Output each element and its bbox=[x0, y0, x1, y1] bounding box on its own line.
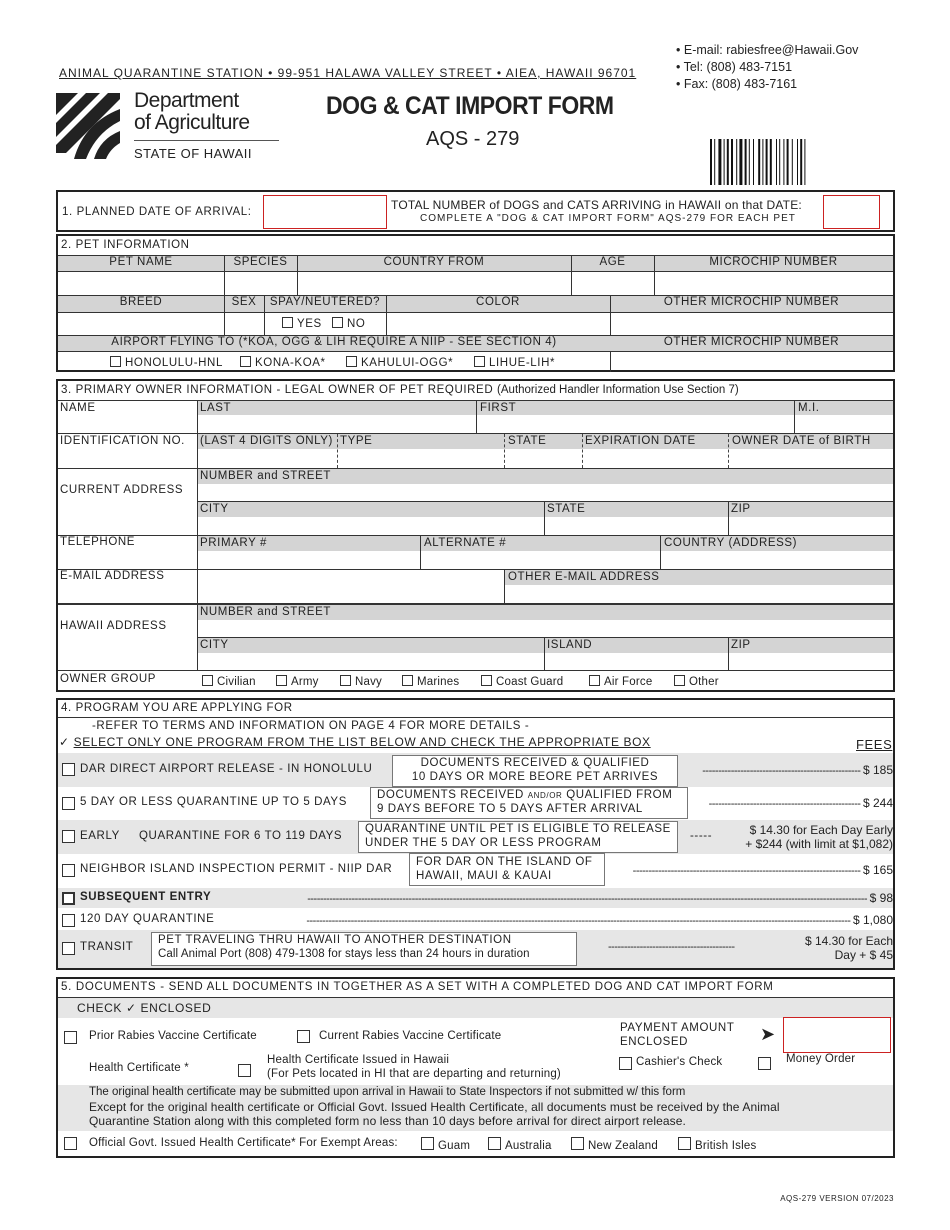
arrow-right-icon: ➤ bbox=[760, 1024, 776, 1044]
early-box-line1: QUARANTINE UNTIL PET IS ELIGIBLE TO RELEASE bbox=[365, 823, 671, 835]
ogg-checkbox[interactable] bbox=[346, 356, 357, 367]
age-header: AGE bbox=[599, 256, 626, 268]
country-address-label: COUNTRY (ADDRESS) bbox=[664, 537, 798, 549]
other-microchip-header: OTHER MICROCHIP NUMBER bbox=[663, 296, 840, 308]
refer-note: -REFER TO TERMS AND INFORMATION ON PAGE 4 FOR MORE DETAILS - bbox=[92, 720, 530, 732]
money-order-checkbox[interactable] bbox=[758, 1057, 771, 1070]
breed-header: BREED bbox=[119, 296, 163, 308]
hnl-checkbox[interactable] bbox=[110, 356, 121, 367]
coast-guard-checkbox[interactable] bbox=[481, 675, 492, 686]
transit-box-line2: Call Animal Port (808) 479-1308 for stays less than 24 hours in duration bbox=[158, 948, 530, 960]
identification-label: IDENTIFICATION NO. bbox=[60, 435, 185, 447]
section-documents bbox=[56, 977, 895, 1158]
niip-box-line2: HAWAII, MAUI & KAUAI bbox=[416, 870, 552, 882]
transit-fee-line2: Day + $ 45 bbox=[834, 948, 893, 962]
subsequent-checkbox[interactable] bbox=[62, 892, 75, 905]
check-enclosed-header: CHECK ✓ ENCLOSED bbox=[77, 1001, 212, 1015]
hi-city-label: CITY bbox=[200, 639, 229, 651]
section-pet-info bbox=[56, 234, 895, 372]
contact-list bbox=[676, 42, 858, 93]
dar-label: DAR DIRECT AIRPORT RELEASE - IN HONOLULU bbox=[80, 763, 373, 775]
health-cert-label: Health Certificate * bbox=[89, 1062, 189, 1074]
payment-amount-input[interactable] bbox=[783, 1017, 891, 1053]
air-force-checkbox[interactable] bbox=[589, 675, 600, 686]
name-label: NAME bbox=[60, 402, 96, 414]
contact-email: • E-mail: rabiesfree@Hawaii.Gov bbox=[676, 42, 858, 59]
form-id: AQS - 279 bbox=[426, 128, 520, 150]
dar-box-line1: DOCUMENTS RECEIVED & QUALIFIED bbox=[420, 757, 650, 769]
section-program: 4. PROGRAM YOU ARE APPLYING FOR -REFER TO TERMS AND INFORMATION ON PAGE 4 FOR MORE DETAILS - ✓ SELECT ONLY ONE PROGRAM FROM THE LIST BELOW AND CHECK THE APPROPRIATE BOX FEES DAR DIRECT AIRPORT RELEASE - IN HONOLULU DOCUMENTS RECEIVED & QUALIFIED 10 DAYS OR MORE BEORE PET ARRIVES -------------------------------------------------- $ 185 5 DAY OR LESS QUARANTINE UP TO 5 DAYS DOCUMENTS RECEIVED AND/OR QUALIFIED FROM 9 DAYS BEFORE TO 5 DAYS AFTER ARRIVAL ------------------------------------------------ $ 244 EARLY QUARANTINE FOR 6 TO 119 DAYS QUARANTINE UNTIL PET IS ELIGIBLE TO RELEASE UNDER THE 5 DAY OR LESS PROGRAM ----- $ 14.30 for Each Day Early + $244 (with limit at $1,082) NEIGHBOR ISLAND INSPECTION PERMIT - NIIP DAR FOR DAR ON THE ISLAND OF HAWAII, MAUI & KAUAI ------------------------------------------------------------------------ $ 165 SUBSEQUENT ENTRY --------------------------------------------------------------------------------------------------------------------------------------------------------------------------------- $ 98 120 DAY QUARANTINE ---------------------------------------------------------------------------------------------------------------------------------------------------------------------------- $ 1,080 TRANSIT PET TRAVELING THRU HAWAII TO ANOTHER DESTINATION Call Animal Port (808) 479-1308 for stays less than 24 hours in duration ---------------------------------------- $ 14.30 for Each Day + $ 45 bbox=[56, 698, 895, 970]
guam-checkbox[interactable] bbox=[421, 1137, 434, 1150]
airport-koa[interactable]: KONA-KOA* bbox=[240, 356, 326, 369]
d120-label: 120 DAY QUARANTINE bbox=[80, 913, 215, 925]
five-day-fee: ------------------------------------------------ $ 244 bbox=[708, 796, 893, 810]
area-guam[interactable]: Guam bbox=[421, 1137, 470, 1152]
group-air-force[interactable]: Air Force bbox=[589, 675, 652, 688]
state-label: STATE bbox=[547, 503, 586, 515]
early-checkbox[interactable] bbox=[62, 830, 75, 843]
program-title: 4. PROGRAM YOU ARE APPLYING FOR bbox=[61, 702, 293, 714]
group-army[interactable]: Army bbox=[276, 675, 319, 688]
official-cert-label: Official Govt. Issued Health Certificate* For Exempt Areas: bbox=[89, 1137, 398, 1149]
airport-hnl[interactable]: HONOLULU-HNL bbox=[110, 356, 223, 369]
logo-divider bbox=[134, 140, 279, 141]
microchip-header: MICROCHIP NUMBER bbox=[709, 256, 838, 268]
hi-street-label: NUMBER and STREET bbox=[200, 606, 331, 618]
hc-hawaii-line1: Health Certificate Issued in Hawaii bbox=[267, 1054, 450, 1066]
alternate-phone-label: ALTERNATE # bbox=[424, 537, 507, 549]
five-day-box-line1: DOCUMENTS RECEIVED AND/OR QUALIFIED FROM bbox=[377, 789, 673, 801]
first-name-label: FIRST bbox=[480, 402, 517, 414]
hawaii-address-label: HAWAII ADDRESS bbox=[60, 620, 167, 632]
civilian-checkbox[interactable] bbox=[202, 675, 213, 686]
navy-checkbox[interactable] bbox=[340, 675, 351, 686]
island-label: ISLAND bbox=[547, 639, 593, 651]
five-day-checkbox[interactable] bbox=[62, 797, 75, 810]
note-original-cert: The original health certificate may be submitted upon arrival in Hawaii to State Inspectors if not submitted w/ this form bbox=[89, 1086, 686, 1098]
select-note: ✓ SELECT ONLY ONE PROGRAM FROM THE LIST BELOW AND CHECK THE APPROPRIATE BOX bbox=[59, 735, 651, 749]
spay-no-checkbox[interactable] bbox=[332, 317, 343, 328]
id-state-label: STATE bbox=[508, 435, 547, 447]
fees-header: FEES bbox=[856, 737, 893, 752]
primary-phone-label: PRIMARY # bbox=[200, 537, 267, 549]
subsequent-label: SUBSEQUENT ENTRY bbox=[80, 891, 212, 903]
species-header: SPECIES bbox=[233, 256, 288, 268]
prior-rabies-checkbox[interactable] bbox=[64, 1031, 77, 1044]
other-checkbox[interactable] bbox=[674, 675, 685, 686]
area-british-isles[interactable]: British Isles bbox=[678, 1137, 756, 1152]
early-desc: QUARANTINE FOR 6 TO 119 DAYS bbox=[139, 830, 343, 842]
hc-hawaii-line2: (For Pets located in HI that are departing and returning) bbox=[267, 1068, 561, 1080]
marines-checkbox[interactable] bbox=[402, 675, 413, 686]
early-fee-line2: + $244 (with limit at $1,082) bbox=[745, 837, 893, 851]
koa-checkbox[interactable] bbox=[240, 356, 251, 367]
area-new-zealand[interactable]: New Zealand bbox=[571, 1137, 658, 1152]
color-header: COLOR bbox=[476, 296, 520, 308]
transit-checkbox[interactable] bbox=[62, 942, 75, 955]
group-coast-guard[interactable]: Coast Guard bbox=[481, 675, 563, 688]
early-fee-line1: $ 14.30 for Each Day Early bbox=[749, 823, 893, 837]
dar-box-line2: 10 DAYS OR MORE BEORE PET ARRIVES bbox=[411, 771, 659, 783]
mi-label: M.I. bbox=[798, 402, 820, 414]
niip-box-line1: FOR DAR ON THE ISLAND OF bbox=[416, 856, 593, 868]
early-box-line2: UNDER THE 5 DAY OR LESS PROGRAM bbox=[365, 837, 602, 849]
cashiers-check-label: Cashier's Check bbox=[636, 1056, 723, 1068]
owner-group-label: OWNER GROUP bbox=[60, 673, 157, 685]
sex-header: SEX bbox=[231, 296, 257, 308]
airport-lih[interactable]: LIHUE-LIH* bbox=[474, 356, 555, 369]
current-address-label: CURRENT ADDRESS bbox=[60, 484, 184, 496]
city-label: CITY bbox=[200, 503, 229, 515]
planned-date-input[interactable] bbox=[263, 195, 387, 229]
contact-fax: • Fax: (808) 483-7161 bbox=[676, 76, 858, 93]
money-order-label: Money Order bbox=[786, 1053, 856, 1065]
section-arrival bbox=[56, 190, 895, 232]
other-email-label: OTHER E-MAIL ADDRESS bbox=[508, 571, 660, 583]
lih-checkbox[interactable] bbox=[474, 356, 485, 367]
payment-label-1: PAYMENT AMOUNT bbox=[620, 1022, 735, 1034]
airport-ogg[interactable]: KAHULUI-OGG* bbox=[346, 356, 453, 369]
contact-tel: • Tel: (808) 483-7151 bbox=[676, 59, 858, 76]
dar-checkbox[interactable] bbox=[62, 763, 75, 776]
health-cert-checkbox[interactable] bbox=[238, 1064, 251, 1077]
niip-checkbox[interactable] bbox=[62, 864, 75, 877]
british-isles-checkbox[interactable] bbox=[678, 1137, 691, 1150]
d120-fee: ---------------------------------------------------------------------------------------------------------------------------------------------------------------------------- $ 1,080 bbox=[306, 913, 893, 927]
airport-header: AIRPORT FLYING TO (*KOA, OGG & LIH REQUIRE A NIIP - SEE SECTION 4) bbox=[111, 336, 557, 348]
spay-yes-checkbox[interactable] bbox=[282, 317, 293, 328]
dept-logo-icon bbox=[56, 93, 120, 159]
dar-fee: -------------------------------------------------- $ 185 bbox=[702, 763, 893, 777]
niip-fee: ------------------------------------------------------------------------ $ 165 bbox=[632, 863, 893, 877]
spay-yes[interactable]: YES bbox=[282, 317, 322, 330]
spay-header: SPAY/NEUTERED? bbox=[269, 296, 381, 308]
planned-date-label: 1. PLANNED DATE OF ARRIVAL: bbox=[62, 206, 252, 218]
street-label: NUMBER and STREET bbox=[200, 470, 331, 482]
check-mark-icon: ✓ bbox=[59, 735, 70, 749]
five-day-box-line2: 9 DAYS BEFORE TO 5 DAYS AFTER ARRIVAL bbox=[377, 803, 643, 815]
hi-zip-label: ZIP bbox=[731, 639, 751, 651]
zip-label: ZIP bbox=[731, 503, 751, 515]
cashiers-check-checkbox[interactable] bbox=[619, 1057, 632, 1070]
note-quarantine: Quarantine Station along with this completed form no less than 10 days before arrival for direct airport release. bbox=[89, 1114, 686, 1128]
transit-fee-line1: $ 14.30 for Each bbox=[804, 934, 893, 948]
telephone-label: TELEPHONE bbox=[60, 536, 136, 548]
transit-box-line1: PET TRAVELING THRU HAWAII TO ANOTHER DESTINATION bbox=[158, 934, 512, 946]
note-except: Except for the original health certificate or Official Govt. Issued Health Certificate, all documents must be received by the Animal bbox=[89, 1100, 780, 1114]
total-pets-label: TOTAL NUMBER of DOGS and CATS ARRIVING in HAWAII on that DATE: bbox=[391, 198, 802, 212]
group-navy[interactable]: Navy bbox=[340, 675, 382, 688]
id-type-label: TYPE bbox=[340, 435, 373, 447]
barcode-icon bbox=[710, 139, 838, 185]
dept-name: Department of Agriculture bbox=[134, 89, 250, 134]
five-day-label: 5 DAY OR LESS QUARANTINE UP TO 5 DAYS bbox=[80, 796, 347, 808]
section-owner-info bbox=[56, 379, 895, 692]
version-footer: AQS-279 VERSION 07/2023 bbox=[780, 1194, 894, 1203]
group-other[interactable]: Other bbox=[674, 675, 719, 688]
country-header: COUNTRY FROM bbox=[383, 256, 485, 268]
subsequent-fee: --------------------------------------------------------------------------------------------------------------------------------------------------------------------------------- $ 98 bbox=[307, 891, 893, 905]
niip-label: NEIGHBOR ISLAND INSPECTION PERMIT - NIIP DAR bbox=[80, 863, 393, 875]
payment-label-2: ENCLOSED bbox=[620, 1036, 689, 1048]
email-label: E-MAIL ADDRESS bbox=[60, 570, 165, 582]
official-cert-checkbox[interactable] bbox=[64, 1137, 77, 1150]
area-australia[interactable]: Australia bbox=[488, 1137, 552, 1152]
expiration-label: EXPIRATION DATE bbox=[585, 435, 696, 447]
prior-rabies-label: Prior Rabies Vaccine Certificate bbox=[89, 1030, 257, 1042]
spay-no[interactable]: NO bbox=[332, 317, 365, 330]
pet-info-title: 2. PET INFORMATION bbox=[61, 239, 190, 251]
current-rabies-checkbox[interactable] bbox=[297, 1030, 310, 1043]
total-pets-input[interactable] bbox=[823, 195, 880, 229]
documents-title: 5. DOCUMENTS - SEND ALL DOCUMENTS IN TOGETHER AS A SET WITH A COMPLETED DOG AND CAT IMPORT FORM bbox=[61, 981, 774, 993]
state-name: STATE OF HAWAII bbox=[134, 146, 252, 161]
last-name-label: LAST bbox=[200, 402, 232, 414]
last4-label: (LAST 4 DIGITS ONLY) bbox=[200, 435, 333, 447]
current-rabies-label: Current Rabies Vaccine Certificate bbox=[319, 1030, 502, 1042]
group-marines[interactable]: Marines bbox=[402, 675, 459, 688]
pet-name-header: PET NAME bbox=[109, 256, 173, 268]
other-microchip-header-2: OTHER MICROCHIP NUMBER bbox=[663, 336, 840, 348]
complete-note: COMPLETE A "DOG & CAT IMPORT FORM" AQS-279 FOR EACH PET bbox=[420, 213, 796, 224]
form-title: DOG & CAT IMPORT FORM bbox=[326, 92, 614, 120]
owner-info-title: 3. PRIMARY OWNER INFORMATION - LEGAL OWNER OF PET REQUIRED (Authorized Handler Information Use Section 7) bbox=[61, 384, 739, 396]
army-checkbox[interactable] bbox=[276, 675, 287, 686]
dob-label: OWNER DATE of BIRTH bbox=[732, 435, 871, 447]
d120-checkbox[interactable] bbox=[62, 914, 75, 927]
station-address: ANIMAL QUARANTINE STATION • 99-951 HALAWA VALLEY STREET • AIEA, HAWAII 96701 bbox=[59, 66, 637, 80]
transit-label: TRANSIT bbox=[80, 941, 134, 953]
new-zealand-checkbox[interactable] bbox=[571, 1137, 584, 1150]
australia-checkbox[interactable] bbox=[488, 1137, 501, 1150]
group-civilian[interactable]: Civilian bbox=[202, 675, 256, 688]
early-label: EARLY bbox=[80, 830, 120, 842]
